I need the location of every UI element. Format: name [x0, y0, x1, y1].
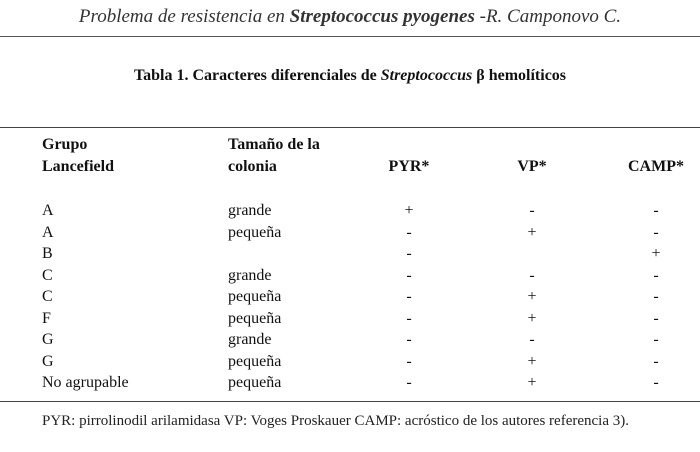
running-head-prefix: Problema de resistencia en [78, 6, 290, 27]
cell-tamano: pequeña [228, 288, 282, 305]
cell-vp: + [527, 374, 537, 391]
cell-pyr: - [406, 223, 412, 241]
header-grupo-line1: Grupo [42, 136, 88, 153]
cell-grupo: C [42, 288, 53, 305]
running-head [0, 6, 700, 28]
cell-pyr: - [406, 245, 412, 262]
cell-pyr: - [406, 374, 412, 391]
cell-tamano: pequeña [228, 352, 282, 370]
table-row [0, 200, 700, 222]
running-head-rule [0, 36, 700, 37]
header-camp: CAMP* [628, 158, 684, 175]
table-title-suffix: β hemolíticos [472, 67, 567, 84]
cell-grupo: B [42, 245, 53, 262]
table-title-genus: Streptococcus [380, 67, 473, 84]
running-head-species: Streptococcus pyogenes [289, 6, 475, 27]
table-row [0, 243, 700, 265]
cell-grupo: F [42, 309, 51, 327]
cell-grupo: No agrupable [42, 374, 129, 391]
table-row [0, 308, 700, 330]
table-row [0, 222, 700, 244]
header-tamano-colonia [228, 134, 320, 178]
table-footnote: PYR: pirrolinodil arilamidasa VP: Voges Proskauer CAMP: acróstico de los autores referencia 3). [42, 413, 629, 429]
cell-pyr: - [406, 331, 412, 348]
table-title-prefix: Tabla 1. Caracteres diferenciales de [133, 67, 381, 84]
table-body [0, 200, 700, 394]
cell-camp: - [653, 309, 659, 327]
running-head-suffix: -R. Camponovo C. [474, 6, 622, 27]
table-title [0, 67, 700, 85]
cell-camp: - [653, 331, 659, 348]
cell-vp: + [527, 288, 537, 305]
cell-tamano: grande [228, 202, 272, 219]
cell-vp: + [527, 309, 537, 327]
header-tamano-line2: colonia [228, 158, 277, 175]
table-row [0, 329, 700, 351]
table-row [0, 286, 700, 308]
cell-camp: - [653, 352, 659, 370]
cell-grupo: G [42, 331, 54, 348]
cell-camp: - [653, 266, 659, 284]
cell-tamano: pequeña [228, 223, 282, 241]
cell-grupo: C [42, 266, 53, 284]
cell-tamano: grande [228, 331, 272, 348]
cell-grupo: G [42, 352, 54, 370]
cell-grupo: A [42, 223, 54, 241]
table-top-rule [0, 127, 700, 128]
cell-pyr: + [404, 202, 414, 219]
cell-vp: - [529, 331, 535, 348]
cell-camp: - [653, 288, 659, 305]
cell-camp: + [651, 245, 661, 262]
header-pyr: PYR* [388, 158, 430, 175]
header-grupo-lancefield [42, 134, 114, 178]
cell-tamano: pequeña [228, 374, 282, 391]
header-tamano-line1: Tamaño de la [228, 136, 320, 153]
cell-vp: + [527, 223, 537, 241]
header-vp: VP* [517, 158, 547, 175]
cell-tamano: pequeña [228, 309, 282, 327]
cell-vp: + [527, 352, 537, 370]
cell-pyr: - [406, 266, 412, 284]
table-bottom-rule [0, 401, 700, 402]
cell-camp: - [653, 374, 659, 391]
cell-vp: - [529, 202, 535, 219]
header-grupo-line2: Lancefield [42, 158, 114, 175]
cell-tamano: grande [228, 266, 272, 284]
cell-grupo: A [42, 202, 54, 219]
cell-pyr: - [406, 352, 412, 370]
table-row [0, 351, 700, 373]
cell-camp: - [653, 223, 659, 241]
cell-camp: - [653, 202, 659, 219]
cell-pyr: - [406, 288, 412, 305]
cell-pyr: - [406, 309, 412, 327]
table-row [0, 372, 700, 394]
table-row [0, 265, 700, 287]
cell-vp: - [529, 266, 535, 284]
